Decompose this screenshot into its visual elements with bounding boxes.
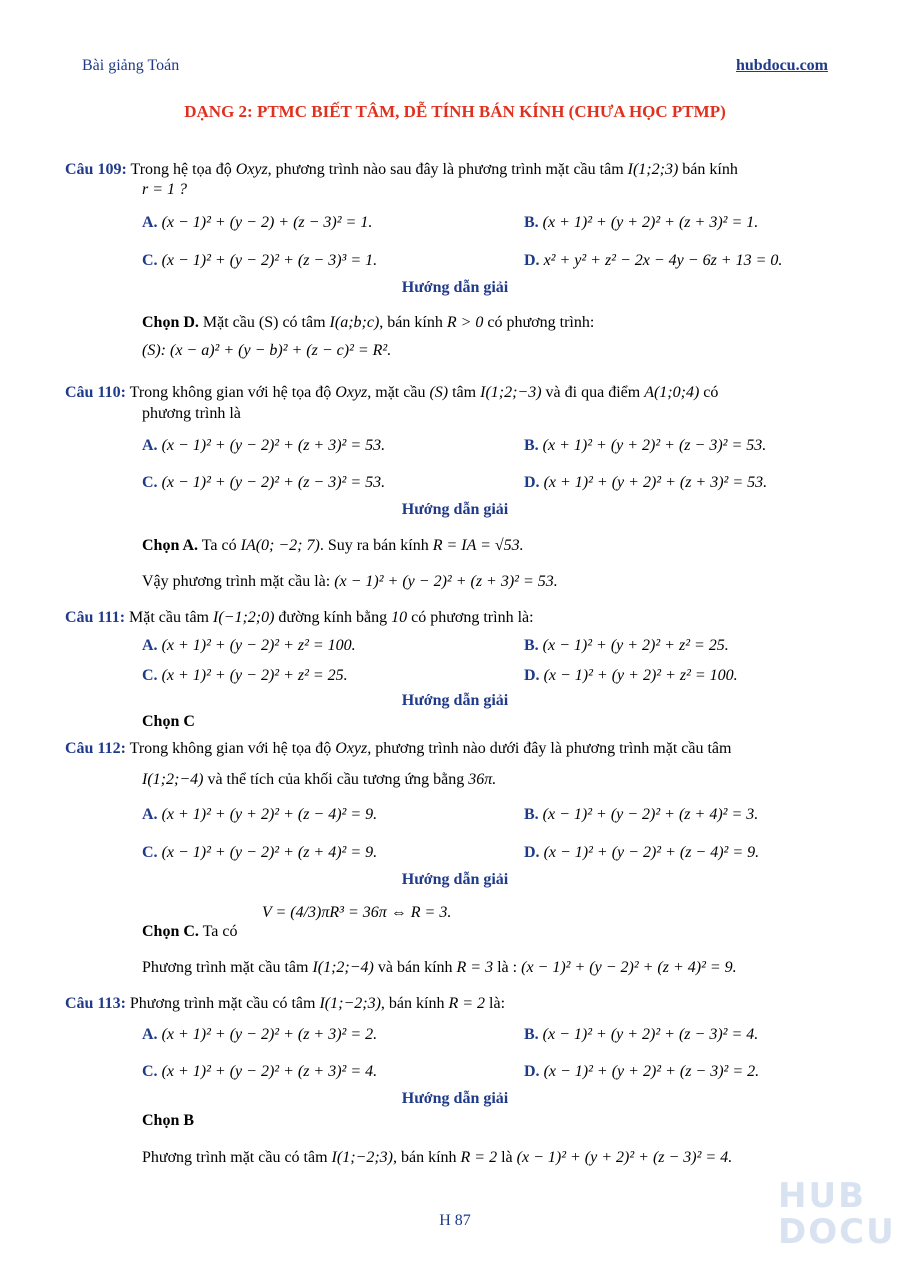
q113-option-c: C. (x + 1)² + (y − 2)² + (z + 3)² = 4. xyxy=(142,1063,378,1080)
q112-stem-line2: I(1;2;−4) và thể tích của khối cầu tương ứng bằng 36π. xyxy=(142,771,497,788)
q110-option-a: A. (x − 1)² + (y − 2)² + (z + 3)² = 53. xyxy=(142,437,386,454)
q112-answer: Chọn C. Ta có xyxy=(142,923,238,940)
q109-answer-equation: (S): (x − a)² + (y − b)² + (z − c)² = R². xyxy=(142,342,392,359)
page-number: H 87 xyxy=(439,1212,471,1229)
q112-option-c: C. (x − 1)² + (y − 2)² + (z + 4)² = 9. xyxy=(142,844,378,861)
q110-option-b: B. (x + 1)² + (y + 2)² + (z − 3)² = 53. xyxy=(524,437,767,454)
hubdocu-watermark-logo: HUB DOCU xyxy=(778,1176,896,1252)
q111-option-d: D. (x − 1)² + (y + 2)² + z² = 100. xyxy=(524,667,738,684)
q110-option-d: D. (x + 1)² + (y + 2)² + (z + 3)² = 53. xyxy=(524,474,768,491)
q112-answer-line2: Phương trình mặt cầu tâm I(1;2;−4) và bán kính R = 3 là : (x − 1)² + (y − 2)² + (z + 4)² = 9. xyxy=(142,959,737,976)
q113-answer-line2: Phương trình mặt cầu có tâm I(1;−2;3), bán kính R = 2 là (x − 1)² + (y + 2)² + (z − 3)² = 4. xyxy=(142,1149,733,1166)
q112-option-d: D. (x − 1)² + (y − 2)² + (z − 4)² = 9. xyxy=(524,844,760,861)
q109-stem-line2: r = 1 ? xyxy=(142,181,188,198)
q109-answer: Chọn D. Mặt cầu (S) có tâm I(a;b;c), bán kính R > 0 có phương trình: xyxy=(142,314,595,331)
header-subject: Bài giảng Toán xyxy=(82,57,180,74)
header-site-link[interactable]: hubdocu.com xyxy=(735,57,828,74)
q113-solution-heading: Hướng dẫn giải xyxy=(401,1090,509,1107)
q113-option-d: D. (x − 1)² + (y + 2)² + (z − 3)² = 2. xyxy=(524,1063,760,1080)
q112-volume-formula: V = (4/3)πR³ = 36π ⇔ R = 3. xyxy=(262,904,452,921)
q109-option-c: C. (x − 1)² + (y − 2)² + (z − 3)³ = 1. xyxy=(142,252,378,269)
q112-option-a: A. (x + 1)² + (y + 2)² + (z − 4)² = 9. xyxy=(142,806,378,823)
q109-option-d: D. x² + y² + z² − 2x − 4y − 6z + 13 = 0. xyxy=(524,252,783,269)
q109-solution-heading: Hướng dẫn giải xyxy=(401,279,509,296)
section-title: DẠNG 2: PTMC BIẾT TÂM, DỄ TÍNH BÁN KÍNH (CHƯA HỌC PTMP) xyxy=(184,102,726,121)
q110-stem: Câu 110: Trong không gian với hệ tọa độ Oxyz, mặt cầu (S) tâm I(1;2;−3) và đi qua điểm A(1;0;4) có xyxy=(65,384,719,401)
q110-answer-line2: Vậy phương trình mặt cầu là: (x − 1)² + (y − 2)² + (z + 3)² = 53. xyxy=(142,573,558,590)
q109-option-a: A. (x − 1)² + (y − 2) + (z − 3)² = 1. xyxy=(142,214,373,231)
q109-stem: Câu 109: Trong hệ tọa độ Oxyz, phương trình nào sau đây là phương trình mặt cầu tâm I(1;2;3) bán kính xyxy=(65,161,738,178)
q110-solution-heading: Hướng dẫn giải xyxy=(401,501,509,518)
q113-stem: Câu 113: Phương trình mặt cầu có tâm I(1;−2;3), bán kính R = 2 là: xyxy=(65,995,506,1012)
q112-option-b: B. (x − 1)² + (y − 2)² + (z + 4)² = 3. xyxy=(524,806,759,823)
q113-option-a: A. (x + 1)² + (y − 2)² + (z + 3)² = 2. xyxy=(142,1026,378,1043)
q111-option-c: C. (x + 1)² + (y − 2)² + z² = 25. xyxy=(142,667,348,684)
q113-option-b: B. (x − 1)² + (y + 2)² + (z − 3)² = 4. xyxy=(524,1026,759,1043)
q110-option-c: C. (x − 1)² + (y − 2)² + (z − 3)² = 53. xyxy=(142,474,386,491)
q109-option-b: B. (x + 1)² + (y + 2)² + (z + 3)² = 1. xyxy=(524,214,759,231)
q110-answer: Chọn A. Ta có IA(0; −2; 7). Suy ra bán kính R = IA = √53. xyxy=(142,537,524,554)
q111-option-b: B. (x − 1)² + (y + 2)² + z² = 25. xyxy=(524,637,729,654)
q112-solution-heading: Hướng dẫn giải xyxy=(401,871,509,888)
q111-stem: Câu 111: Mặt cầu tâm I(−1;2;0) đường kính bằng 10 có phương trình là: xyxy=(65,609,534,626)
q111-answer: Chọn C xyxy=(142,713,195,730)
q112-stem: Câu 112: Trong không gian với hệ tọa độ Oxyz, phương trình nào dưới đây là phương trình mặt cầu tâm xyxy=(65,740,732,757)
q111-solution-heading: Hướng dẫn giải xyxy=(401,692,509,709)
q111-option-a: A. (x + 1)² + (y − 2)² + z² = 100. xyxy=(142,637,356,654)
q113-answer: Chọn B xyxy=(142,1112,195,1129)
q110-stem-line2: phương trình là xyxy=(142,405,241,422)
